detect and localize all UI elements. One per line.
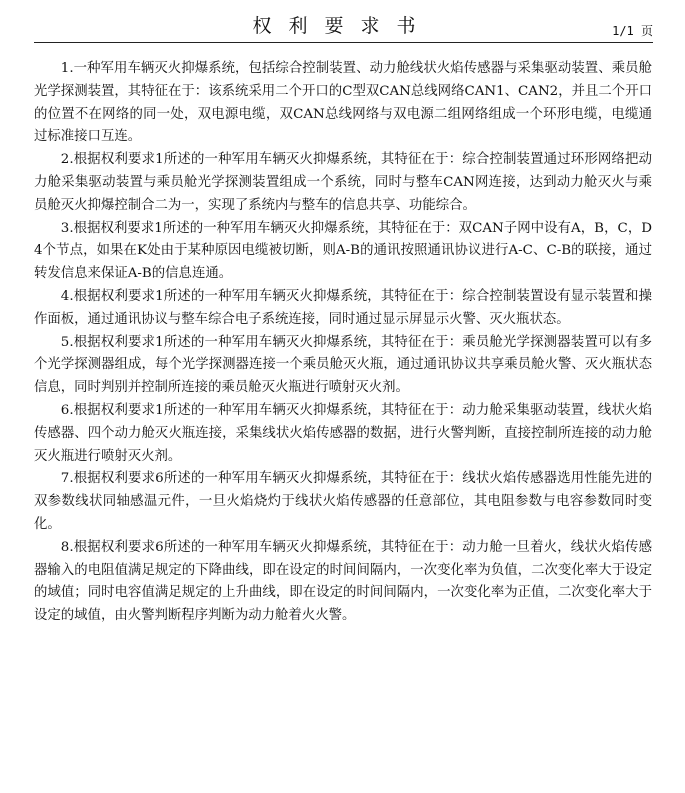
claim-2: 2.根据权利要求1所述的一种军用车辆灭火抑爆系统，其特征在于：综合控制装置通过环形网络把动力舱采集驱动装置与乘员舱光学探测装置组成一个系统，同时与整车CAN网连接，达到动力舱灭火与乘员舱灭火抑爆控制合二为一，实现了系统内与整车的信息共享、功能综合。 [34, 152, 652, 213]
claim-4: 4.根据权利要求1所述的一种军用车辆灭火抑爆系统，其特征在于：综合控制装置设有显示装置和操作面板，通过通讯协议与整车综合电子系统连接，同时通过显示屏显示火警、灭火瓶状态。 [34, 288, 652, 327]
claim-8: 8.根据权利要求6所述的一种军用车辆灭火抑爆系统，其特征在于：动力舱一旦着火，线状火焰传感器输入的电阻值满足规定的下降曲线，即在设定的时间间隔内，一次变化率为负值，二次变化率大于设定的域值；同时电容值满足规定的上升曲线，即在设定的时间间隔内，一次变化率为正值，二次变化率大于设定的域值，由火警判断程序判断为动力舱着火火警。 [34, 539, 652, 624]
page-header [0, 0, 685, 44]
claim-3: 3.根据权利要求1所述的一种军用车辆灭火抑爆系统，其特征在于：双CAN子网中设有A，B，C，D4个节点，如果在K处由于某种原因电缆被切断，则A-B的通讯按照通讯协议进行A-C、C-B的联接，通过转发信息来保证A-B的信息连通。 [34, 220, 652, 282]
claims-body [34, 58, 652, 628]
document-title: 权利要求书 [252, 15, 433, 37]
page-indicator: 1/1 页 [612, 24, 653, 38]
claim-6: 6.根据权利要求1所述的一种军用车辆灭火抑爆系统，其特征在于：动力舱采集驱动装置，线状火焰传感器、四个动力舱灭火瓶连接，采集线状火焰传感器的数据，进行火警判断，直接控制所连接的动力舱灭火瓶进行喷射灭火剂。 [34, 402, 652, 464]
claim-7: 7.根据权利要求6所述的一种军用车辆灭火抑爆系统，其特征在于：线状火焰传感器选用性能先进的双参数线状同轴感温元件，一旦火焰烧灼于线状火焰传感器的任意部位，其电阻参数与电容参数同时变化。 [34, 471, 652, 532]
header-divider [34, 42, 653, 43]
claim-5: 5.根据权利要求1所述的一种军用车辆灭火抑爆系统，其特征在于：乘员舱光学探测器装置可以有多个光学探测器组成，每个光学探测器连接一个乘员舱灭火瓶，通过通讯协议共享乘员舱火警、灭火瓶状态信息，同时判别并控制所连接的乘员舱灭火瓶进行喷射灭火剂。 [34, 334, 652, 396]
claim-1: 1.一种军用车辆灭火抑爆系统，包括综合控制装置、动力舱线状火焰传感器与采集驱动装置、乘员舱光学探测装置，其特征在于：该系统采用二个开口的C型双CAN总线网络CAN1、CAN2，并且二个开口的位置不在网络的同一处，双电源电缆，双CAN总线网络与双电源二组网络组成一个环形电缆，电缆通过标准接口互连。 [34, 61, 652, 145]
